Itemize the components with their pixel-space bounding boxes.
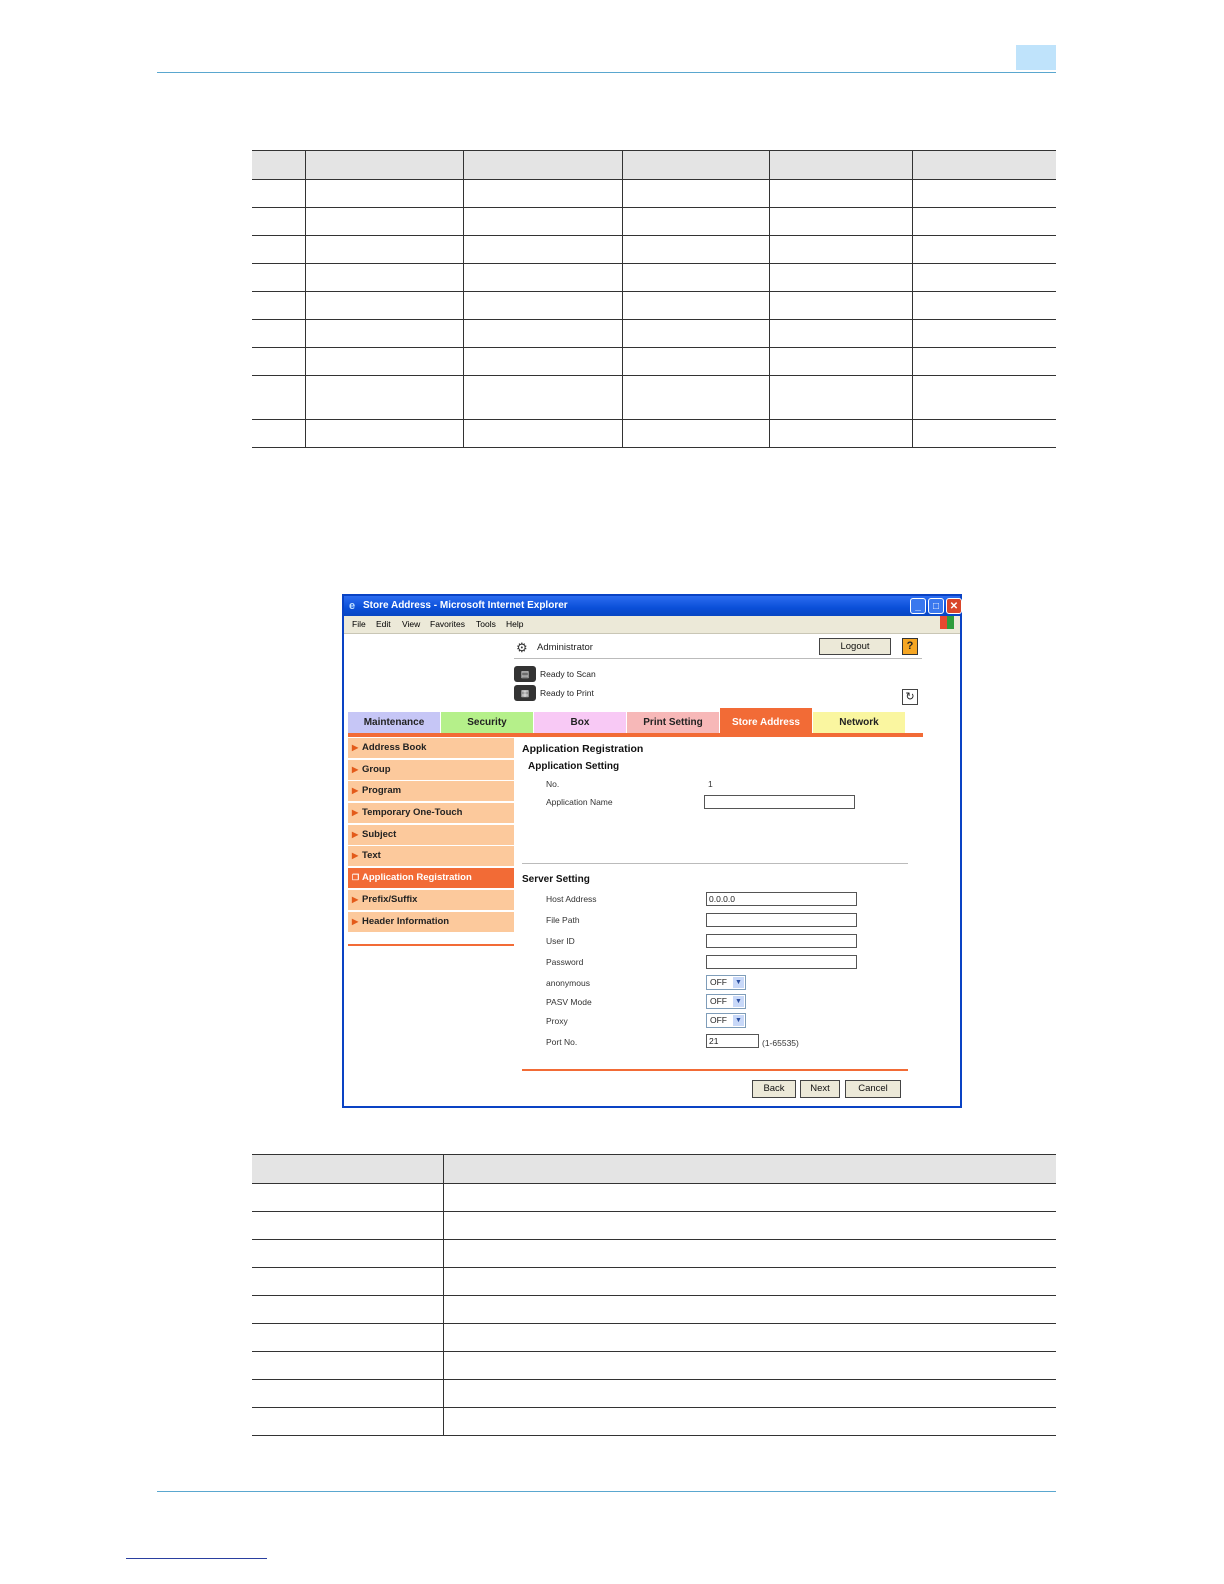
settings-table-top [252, 150, 1056, 448]
status-print: Ready to Print [540, 688, 594, 698]
page-title: Application Registration [522, 743, 644, 755]
port-no-input[interactable] [706, 1034, 759, 1048]
table-cell [769, 420, 912, 448]
table-row [252, 348, 1056, 376]
sidebar-item-label: Header Information [362, 915, 450, 927]
table-cell [305, 420, 463, 448]
table-cell [305, 236, 463, 264]
table-cell [463, 420, 622, 448]
table-cell [622, 320, 769, 348]
sidebar-item-label: Application Registration [362, 872, 472, 884]
table-cell [252, 376, 305, 420]
sidebar-item-text[interactable] [348, 846, 514, 866]
table-cell [252, 180, 305, 208]
table-cell [769, 208, 912, 236]
no-value: 1 [708, 779, 713, 789]
table-cell [443, 1268, 1056, 1296]
tab-security[interactable]: Security [441, 712, 533, 734]
table-row [252, 264, 1056, 292]
no-label: No. [546, 779, 560, 789]
table-cell [769, 348, 912, 376]
window-title: Store Address - Microsoft Internet Explorer [363, 600, 568, 611]
table-row [252, 292, 1056, 320]
table-row [252, 1324, 1056, 1352]
header-rule [157, 72, 1056, 73]
maximize-button[interactable]: □ [928, 598, 944, 614]
back-button[interactable]: Back [752, 1080, 796, 1098]
table-cell [463, 236, 622, 264]
menu-favorites[interactable]: Favorites [430, 619, 465, 629]
table-cell [622, 348, 769, 376]
port-no-label: Port No. [546, 1037, 578, 1047]
menu-help[interactable]: Help [506, 619, 524, 629]
cancel-button[interactable]: Cancel [845, 1080, 901, 1098]
table-cell [443, 1352, 1056, 1380]
table-cell [912, 348, 1056, 376]
table-cell [463, 208, 622, 236]
arrow-icon: ▶ [352, 764, 359, 774]
host-address-input[interactable] [706, 892, 857, 906]
chevron-down-icon: ▼ [733, 996, 744, 1007]
proxy-label: Proxy [546, 1016, 568, 1026]
settings-table-bottom [252, 1154, 1056, 1436]
printer-icon: ▦ [514, 685, 536, 701]
tab-underline [348, 733, 923, 737]
arrow-icon: ▶ [352, 894, 359, 904]
anonymous-value: OFF [710, 977, 727, 987]
table-cell [305, 264, 463, 292]
table-cell [443, 1240, 1056, 1268]
table-cell [622, 208, 769, 236]
sidebar-item-prefix-suffix[interactable] [348, 890, 514, 910]
table-cell [252, 1380, 443, 1408]
table-row [252, 1184, 1056, 1212]
sidebar-underline [348, 944, 514, 946]
table-cell [305, 208, 463, 236]
minimize-button[interactable]: _ [910, 598, 926, 614]
sidebar-item-address-book[interactable] [348, 738, 514, 758]
table-row [252, 1212, 1056, 1240]
table-cell [912, 420, 1056, 448]
table-row [252, 420, 1056, 448]
table-cell [252, 1352, 443, 1380]
table-cell [252, 1408, 443, 1436]
footnote-line [126, 1558, 267, 1559]
sidebar [348, 738, 514, 933]
table-cell [622, 180, 769, 208]
table-header-row [252, 151, 1056, 180]
sidebar-item-group[interactable] [348, 760, 514, 780]
table-cell [252, 420, 305, 448]
table-cell [769, 292, 912, 320]
table-cell [463, 264, 622, 292]
table-cell [912, 264, 1056, 292]
table-cell [252, 236, 305, 264]
file-path-input[interactable] [706, 913, 857, 927]
table-cell [769, 376, 912, 420]
sidebar-item-header-information[interactable] [348, 912, 514, 932]
sidebar-item-application-registration[interactable] [348, 868, 514, 888]
sidebar-item-program[interactable] [348, 781, 514, 801]
table-row [252, 1408, 1056, 1436]
table-cell [252, 208, 305, 236]
table-cell [912, 320, 1056, 348]
chevron-down-icon: ▼ [733, 977, 744, 988]
arrow-icon: ▶ [352, 829, 359, 839]
pasv-mode-select[interactable] [706, 994, 746, 1009]
form-bottom-rule [522, 1069, 908, 1071]
table-cell [622, 376, 769, 420]
table-cell [252, 1268, 443, 1296]
logout-button[interactable]: Logout [819, 638, 891, 655]
table-cell [252, 1184, 443, 1212]
port-range-hint: (1-65535) [762, 1038, 799, 1048]
menu-tools[interactable]: Tools [476, 619, 496, 629]
application-setting-heading: Application Setting [528, 761, 620, 772]
table-cell [912, 376, 1056, 420]
sidebar-item-label: Group [362, 763, 391, 775]
table-row [252, 320, 1056, 348]
table-cell [252, 264, 305, 292]
sidebar-item-temporary-one-touch[interactable] [348, 803, 514, 823]
sidebar-item-label: Subject [362, 828, 397, 840]
table-cell [769, 180, 912, 208]
table-cell [769, 320, 912, 348]
table-row [252, 376, 1056, 420]
tab-print-setting[interactable]: Print Setting [627, 712, 719, 734]
anonymous-select[interactable] [706, 975, 746, 990]
table-cell [463, 348, 622, 376]
main-tabs [348, 712, 923, 734]
table-cell [912, 236, 1056, 264]
table-cell [305, 376, 463, 420]
host-address-label: Host Address [546, 894, 597, 904]
proxy-select[interactable] [706, 1013, 746, 1028]
table-cell [252, 1324, 443, 1352]
table-cell [912, 208, 1056, 236]
table-row [252, 1268, 1056, 1296]
table-cell [305, 180, 463, 208]
table-row [252, 1296, 1056, 1324]
proxy-value: OFF [710, 1015, 727, 1025]
table-cell [252, 348, 305, 376]
refresh-icon[interactable]: ↻ [902, 689, 918, 705]
header-divider [514, 658, 922, 659]
application-name-label: Application Name [546, 797, 613, 807]
table-cell [463, 320, 622, 348]
tab-store-address[interactable]: Store Address [720, 708, 812, 734]
table-row [252, 180, 1056, 208]
square-icon: ❐ [352, 873, 360, 883]
next-button[interactable]: Next [800, 1080, 840, 1098]
table-row [252, 1380, 1056, 1408]
menu-view[interactable]: View [402, 619, 421, 629]
sidebar-item-label: Address Book [362, 742, 427, 753]
menu-file[interactable]: File [352, 619, 366, 629]
table-cell [443, 1324, 1056, 1352]
table-cell [305, 348, 463, 376]
password-label: Password [546, 957, 584, 967]
status-scan: Ready to Scan [540, 669, 596, 679]
table-cell [622, 420, 769, 448]
browser-window [342, 594, 962, 1108]
arrow-icon: ▶ [352, 808, 359, 818]
sidebar-item-label: Text [362, 850, 381, 862]
password-input[interactable] [706, 955, 857, 969]
title-bar [344, 596, 960, 616]
table-cell [252, 1240, 443, 1268]
user-id-input[interactable] [706, 934, 857, 948]
section-divider [522, 863, 908, 864]
tab-box[interactable]: Box [534, 712, 626, 734]
table-cell [769, 236, 912, 264]
table-row [252, 1240, 1056, 1268]
sidebar-item-label: Prefix/Suffix [362, 893, 418, 905]
sidebar-item-label: Program [362, 785, 402, 797]
table-cell [252, 320, 305, 348]
table-cell [443, 1296, 1056, 1324]
footer-rule [157, 1491, 1056, 1492]
table-cell [443, 1184, 1056, 1212]
admin-label: Administrator [537, 642, 593, 653]
table-cell [622, 292, 769, 320]
table-cell [252, 1212, 443, 1240]
help-icon[interactable]: ? [902, 638, 918, 655]
table-row [252, 208, 1056, 236]
menu-edit[interactable]: Edit [376, 619, 391, 629]
tab-maintenance[interactable]: Maintenance [348, 712, 440, 734]
table-cell [443, 1380, 1056, 1408]
table-cell [252, 292, 305, 320]
table-cell [463, 292, 622, 320]
table-cell [305, 292, 463, 320]
anonymous-label: anonymous [546, 978, 590, 988]
windows-logo-icon [940, 616, 954, 629]
pasv-mode-label: PASV Mode [546, 997, 592, 1007]
file-path-label: File Path [546, 915, 580, 925]
arrow-icon: ▶ [352, 743, 359, 752]
application-name-input[interactable] [704, 795, 855, 809]
ie-icon: e [349, 600, 356, 612]
page-content [344, 634, 960, 1106]
table-cell [463, 180, 622, 208]
table-cell [443, 1212, 1056, 1240]
arrow-icon: ▶ [352, 851, 359, 861]
table-cell [769, 264, 912, 292]
sidebar-item-subject[interactable] [348, 825, 514, 845]
table-cell [622, 236, 769, 264]
table-cell [912, 180, 1056, 208]
table-cell [622, 264, 769, 292]
arrow-icon: ▶ [352, 786, 359, 796]
table-row [252, 1352, 1056, 1380]
chapter-tab [1016, 45, 1056, 70]
user-id-label: User ID [546, 936, 575, 946]
table-cell [443, 1408, 1056, 1436]
pasv-mode-value: OFF [710, 996, 727, 1006]
table-cell [912, 292, 1056, 320]
server-setting-heading: Server Setting [522, 874, 590, 885]
table-cell [463, 376, 622, 420]
scanner-icon: ▤ [514, 666, 536, 682]
close-button[interactable]: ✕ [946, 598, 962, 614]
menu-bar [344, 616, 960, 634]
table-cell [252, 1296, 443, 1324]
chevron-down-icon: ▼ [733, 1015, 744, 1026]
table-header-row [252, 1155, 1056, 1184]
admin-icon: ⚙ [516, 640, 528, 655]
table-cell [305, 320, 463, 348]
arrow-icon: ▶ [352, 916, 359, 926]
table-row [252, 236, 1056, 264]
tab-network[interactable]: Network [813, 712, 905, 734]
sidebar-item-label: Temporary One-Touch [362, 807, 463, 819]
